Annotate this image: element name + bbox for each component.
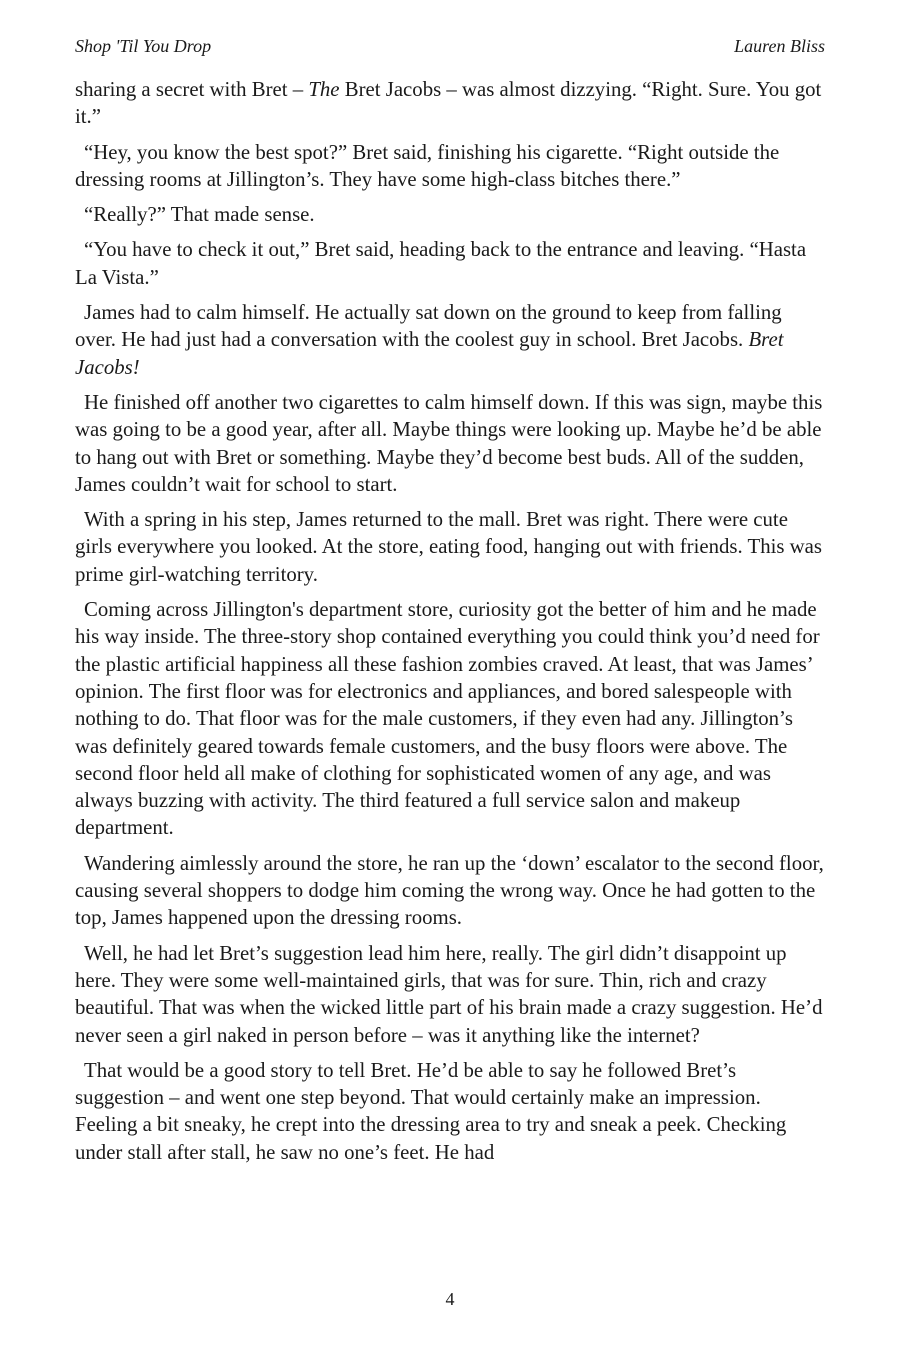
paragraph-text: Bret Jacobs – was almost dizzying. “Right. Sure. You got it.” bbox=[75, 78, 822, 129]
paragraph: Coming across Jillington's department store, curiosity got the better of him and he made his way inside. The three-story shop contained everything you could think you’d need for the plastic artificial happiness all these fashion zombies craved. At least, that was James’ opinion. The first floor was for electronics and appliances, and bored salespeople with nothing to do. That floor was for the male customers, if they even had any. Jillington’s was definitely geared towards female customers, and the busy floors were above. The second floor held all make of clothing for sophisticated women of any age, and was always buzzing with activity. The third featured a full service salon and makeup department. bbox=[75, 598, 820, 840]
paragraph: Wandering aimlessly around the store, he ran up the ‘down’ escalator to the second floor, causing several shoppers to dodge him coming the wrong way. Once he had gotten to the top, James happened upon the dressing rooms. bbox=[75, 851, 824, 930]
paragraph: He finished off another two cigarettes to calm himself down. If this was sign, maybe this was going to be a good year, after all. Maybe things were looking up. Maybe he’d be able to hang out with Bret or something. Maybe they’d become best buds. All of the sudden, James couldn’t wait for school to start. bbox=[75, 390, 823, 496]
paragraph: “You have to check it out,” Bret said, heading back to the entrance and leaving. “Hasta La Vista.” bbox=[75, 238, 807, 289]
paragraph bbox=[75, 76, 827, 131]
running-header bbox=[75, 36, 825, 60]
author-name: Lauren Bliss bbox=[734, 36, 825, 56]
paragraph: With a spring in his step, James returned to the mall. Bret was right. There were cute girls everywhere you looked. At the store, eating food, hanging out with friends. This was prime girl-watching territory. bbox=[75, 508, 823, 586]
paragraph: “Hey, you know the best spot?” Bret said, finishing his cigarette. “Right outside the dressing rooms at Jillington’s. They have some high-class bitches there.” bbox=[75, 140, 780, 191]
book-title: Shop 'Til You Drop bbox=[75, 36, 212, 56]
paragraph: Well, he had let Bret’s suggestion lead him here, really. The girl didn’t disappoint up here. They were some well-maintained girls, that was for sure. Thin, rich and crazy beautiful. That was when the wicked little part of his brain made a crazy suggestion. He’d never seen a girl naked in person before – was it anything like the internet? bbox=[75, 941, 823, 1047]
page-number: 4 bbox=[445, 1289, 455, 1309]
emphasis-text: The bbox=[308, 78, 340, 101]
paragraph-text: James had to calm himself. He actually sat down on the ground to keep from falling over. He had just had a conversation with the coolest guy in school. Bret Jacobs. bbox=[75, 301, 782, 352]
paragraph bbox=[75, 299, 827, 381]
emphasis-text: Bret Jacobs! bbox=[75, 328, 784, 379]
paragraph: That would be a good story to tell Bret. He’d be able to say he followed Bret’s suggestion – and went one step beyond. That would certainly make an impression. Feeling a bit sneaky, he crept into the dressing area to try and sneak a peek. Checking under stall after stall, he saw no one’s feet. He had bbox=[75, 1058, 787, 1164]
paragraph-text: sharing a secret with Bret – bbox=[75, 78, 309, 101]
paragraph: “Really?” That made sense. bbox=[84, 203, 315, 227]
body-text bbox=[75, 76, 827, 1174]
